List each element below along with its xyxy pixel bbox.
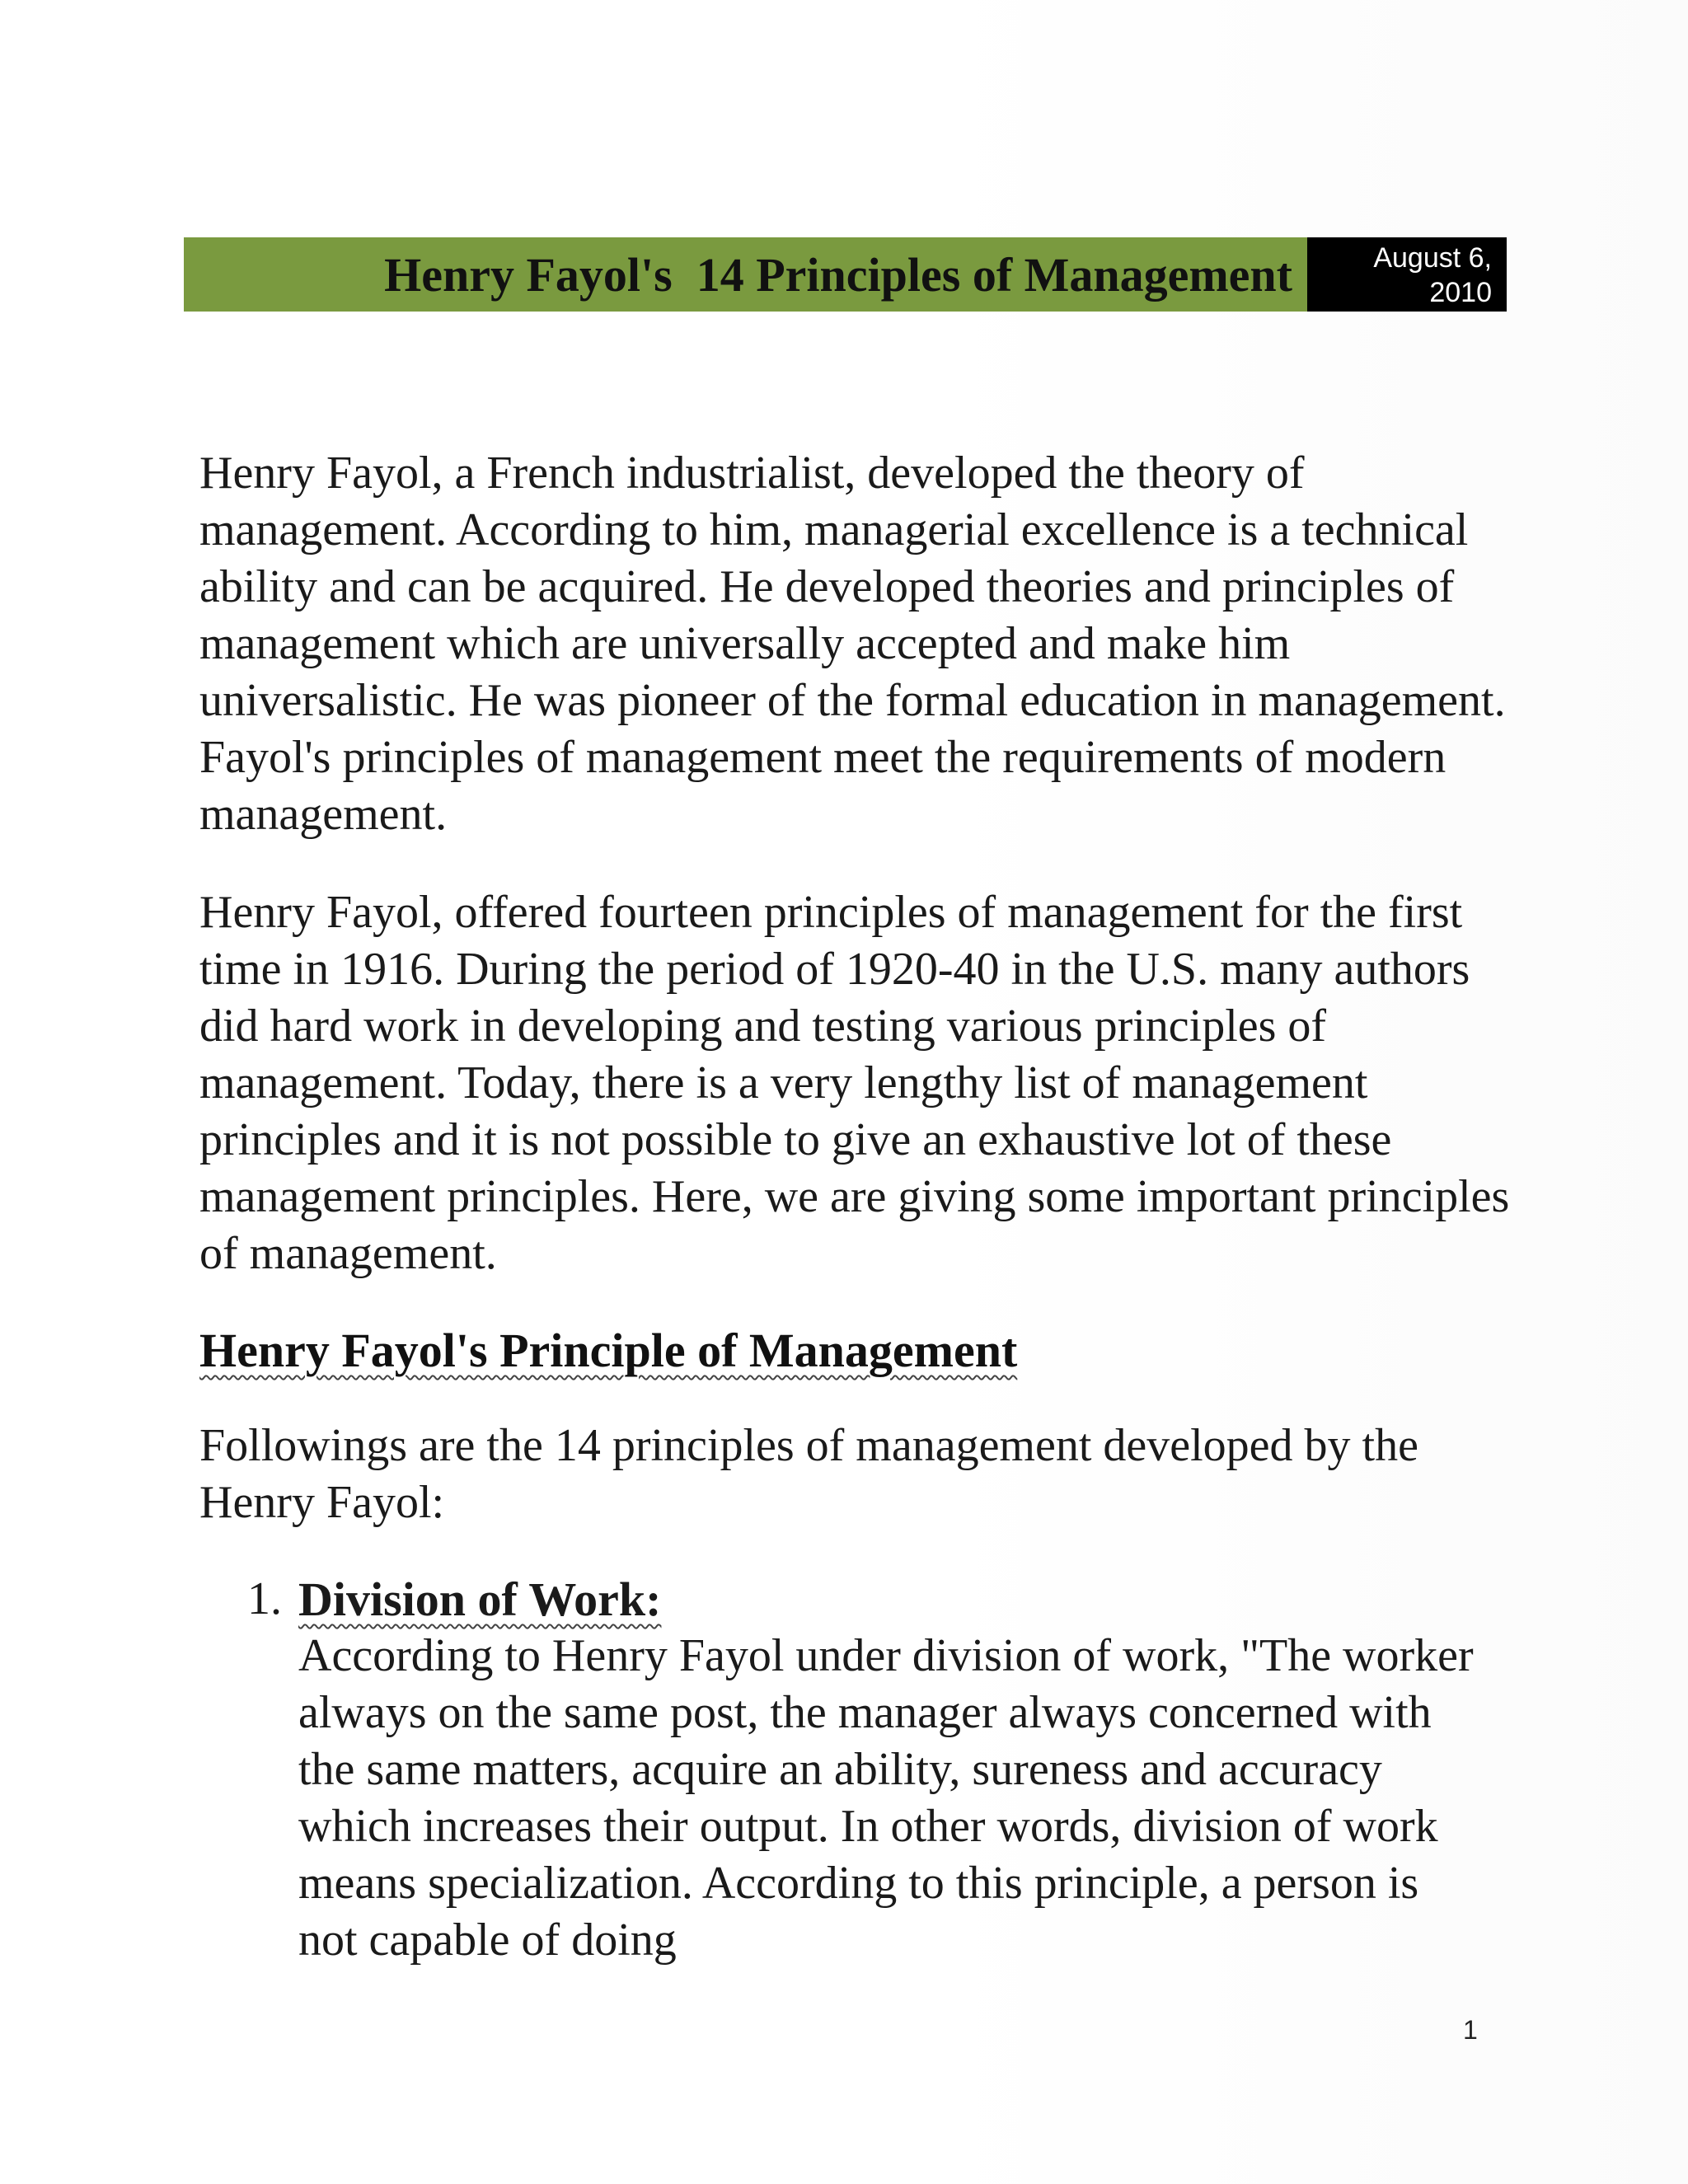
- intro-paragraph-1: Henry Fayol, a French industrialist, developed the theory of management. According to him, managerial excellence is a technical ability and can be acquired. He developed theories and principles of management which are universally accepted and make him universalistic. He was pioneer of the formal education in management. Fayol's principles of management meet the requirements of modern management.: [199, 448, 1506, 840]
- list-item: [199, 1571, 1559, 1969]
- section-heading: Henry Fayol's Principle of Management: [199, 1324, 1018, 1377]
- list-item-heading: Division of Work:: [298, 1572, 662, 1626]
- document-title: Henry Fayol's 14 Principles of Management: [384, 247, 1292, 302]
- list-item-body: [298, 1571, 1559, 1969]
- list-item-text: According to Henry Fayol under division of work, "The worker always on the same post, the manager always concerned with the same matters, acquire an ability, sureness and accuracy which increases their output. In other words, division of work means specialization. According to this principle, a person is not capable of doing: [298, 1630, 1474, 1966]
- intro-paragraph-2: Henry Fayol, offered fourteen principles of management for the first time in 1916. During the period of 1920-40 in the U.S. many authors did hard work in developing and testing various principles of management. Today, there is a very lengthy list of management principles and it is not possible to give an exhaustive lot of these management principles. Here, we are giving some important principles of management.: [199, 887, 1510, 1279]
- header-title-cell: [184, 237, 1307, 312]
- header-date-line2: 2010: [1429, 277, 1492, 308]
- document-header: [184, 237, 1507, 312]
- principles-intro: Followings are the 14 principles of management developed by the Henry Fayol:: [199, 1420, 1418, 1528]
- list-item-number: 1.: [247, 1573, 282, 1624]
- header-date-line1: August 6,: [1373, 242, 1492, 274]
- header-date: [1307, 237, 1507, 312]
- page-number: 1: [1463, 2015, 1478, 2045]
